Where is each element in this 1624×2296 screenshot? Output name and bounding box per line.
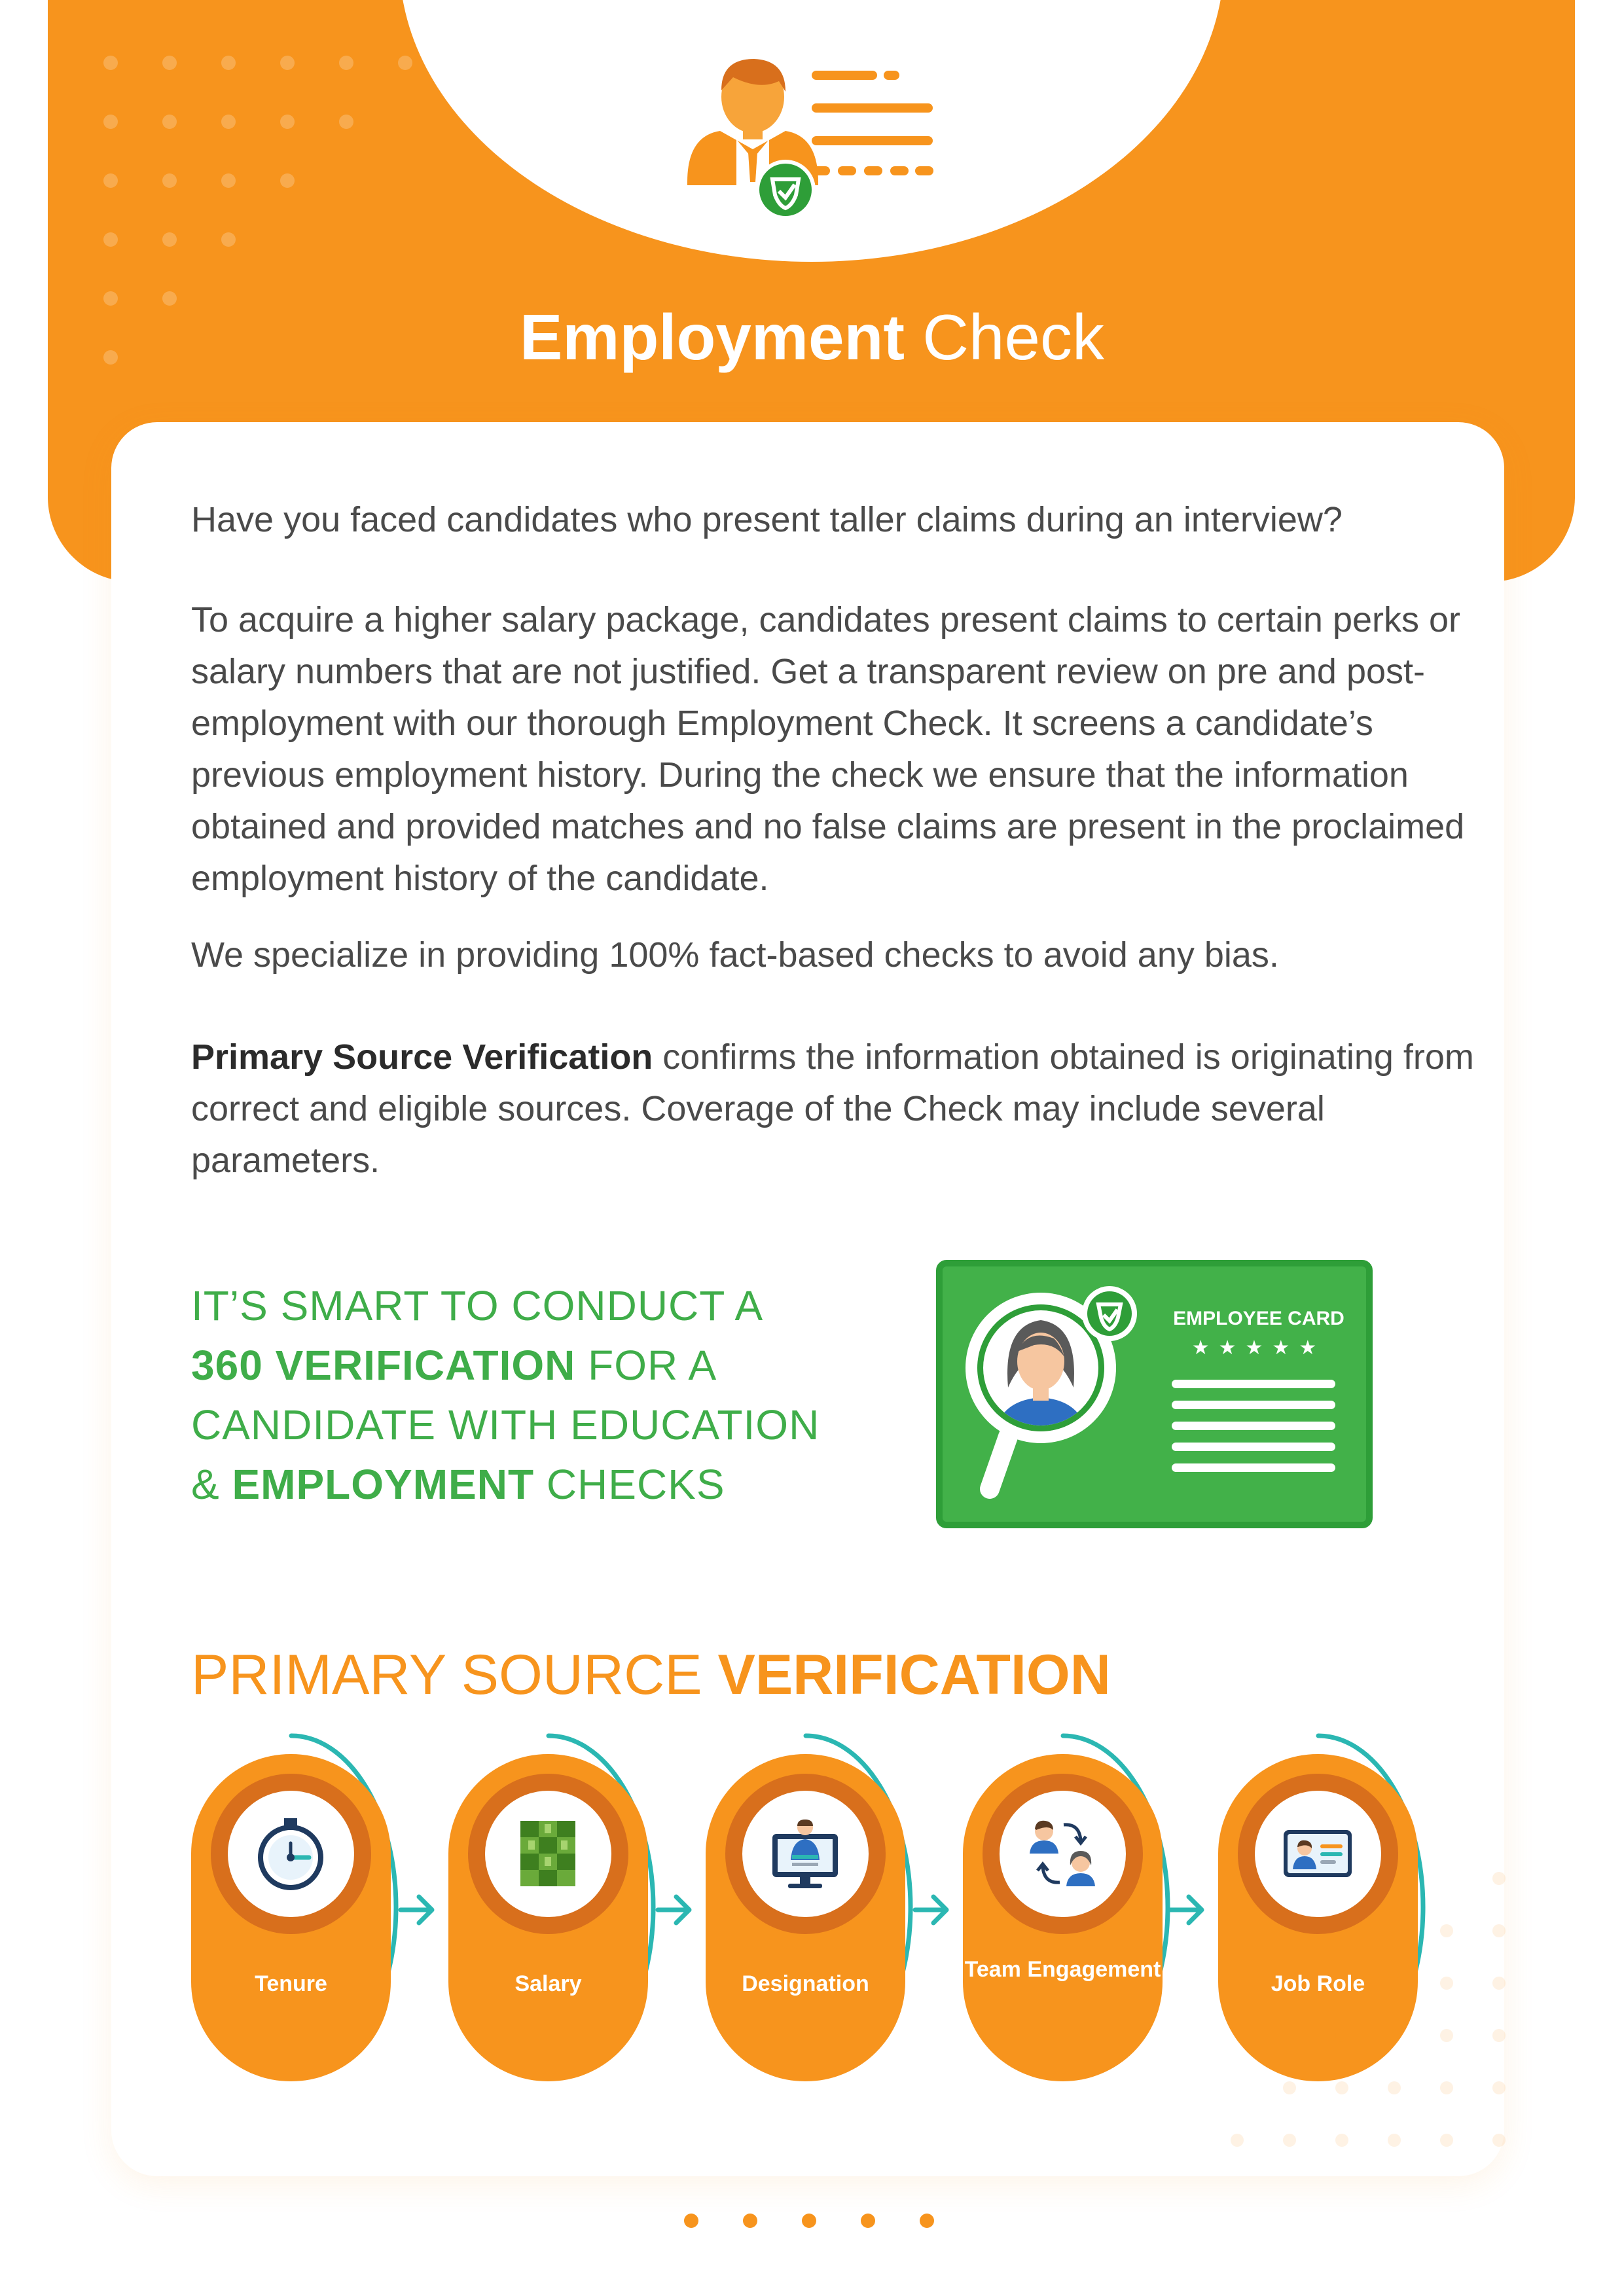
decorative-dot	[162, 173, 177, 188]
page-title: Employment Check	[519, 301, 1105, 373]
decorative-dot	[1492, 1924, 1506, 1937]
footer-dot	[743, 2214, 757, 2228]
decorative-dot	[1388, 1977, 1401, 1990]
decorative-dot	[162, 232, 177, 247]
card-line	[1172, 1380, 1335, 1388]
money-stack-icon	[509, 1814, 587, 1893]
psv-paragraph: Primary Source Verification confirms the information obtained is originating from correct and eligible sources. Coverage of the Check may include several parameters.	[191, 1037, 1474, 1180]
fact-based-statement: We specialize in providing 100% fact-based checks to avoid any bias.	[191, 935, 1279, 975]
decorative-dot	[162, 56, 177, 70]
step-label: Team Engagement	[964, 1957, 1161, 1982]
callout-line-2: 360 VERIFICATION FOR A	[191, 1342, 717, 1389]
decorative-dot	[339, 56, 353, 70]
decorative-dot	[1492, 2029, 1506, 2042]
decorative-dot	[1231, 2134, 1244, 2147]
decorative-dot	[280, 56, 295, 70]
step-label: Designation	[742, 1971, 869, 1996]
footer-dot	[920, 2214, 934, 2228]
employee-card-stars: ★★★★★	[1191, 1337, 1326, 1359]
decorative-dot	[339, 115, 353, 129]
decorative-dot	[162, 115, 177, 129]
footer-dot	[684, 2214, 698, 2228]
decorative-dot	[280, 115, 295, 129]
decorative-dot	[1440, 2134, 1453, 2147]
card-line	[1172, 1422, 1335, 1430]
team-exchange-icon	[1023, 1814, 1102, 1893]
step-label: Job Role	[1271, 1971, 1365, 1996]
decorative-dot	[1492, 1872, 1506, 1885]
presenter-monitor-icon	[766, 1814, 844, 1893]
decorative-dot	[1283, 2134, 1296, 2147]
intro-question: Have you faced candidates who present taller claims during an interview?	[191, 500, 1343, 539]
decorative-dot	[1335, 2029, 1348, 2042]
decorative-dot	[1492, 2134, 1506, 2147]
callout-line-4: & EMPLOYMENT CHECKS	[191, 1461, 725, 1508]
callout-line-1: IT’S SMART TO CONDUCT A	[191, 1282, 764, 1329]
card-line	[1172, 1443, 1335, 1451]
decorative-dots	[1231, 1872, 1545, 2212]
step-label: Salary	[514, 1971, 582, 1996]
intro-paragraph: To acquire a higher salary package, candidates present claims to certain perks or salary numbers that are not justified. Get a transparent review on pre and post-employment with our thorough Employment Check. It screens a candidate’s previous employment history. During the check we ensure that the information obtained and provided matches and no false claims are present in the proclaimed employment history of the candidate.	[191, 600, 1465, 898]
arrow-icon	[658, 1897, 689, 1923]
magnifier-person-icon	[962, 1280, 1159, 1509]
footer-dot	[861, 2214, 875, 2228]
decorative-dot	[1440, 1924, 1453, 1937]
decorative-dot	[1335, 2134, 1348, 2147]
callout-line-3: CANDIDATE WITH EDUCATION	[191, 1401, 820, 1448]
footer-dot	[802, 2214, 816, 2228]
arrow-icon	[915, 1897, 947, 1923]
decorative-dot	[1492, 2081, 1506, 2094]
arrow-icon	[1170, 1897, 1202, 1923]
decorative-dot	[221, 232, 236, 247]
decorative-dot	[1492, 1977, 1506, 1990]
step-label: Tenure	[255, 1971, 327, 1996]
decorative-dot	[103, 56, 118, 70]
arrow-icon	[401, 1897, 432, 1923]
decorative-dot	[1283, 2081, 1296, 2094]
decorative-dot	[1388, 2134, 1401, 2147]
decorative-dot	[103, 115, 118, 129]
decorative-dot	[398, 56, 412, 70]
card-line	[1172, 1463, 1335, 1472]
card-line	[1172, 1401, 1335, 1409]
decorative-dot	[103, 173, 118, 188]
decorative-dot	[221, 56, 236, 70]
decorative-dot	[1388, 2081, 1401, 2094]
decorative-dot	[103, 232, 118, 247]
employee-card-title: EMPLOYEE CARD	[1173, 1308, 1344, 1329]
decorative-dot	[280, 173, 295, 188]
decorative-dot	[1440, 2029, 1453, 2042]
stopwatch-icon	[251, 1814, 330, 1893]
decorative-dot	[1440, 2081, 1453, 2094]
decorative-dot	[221, 173, 236, 188]
decorative-dot	[1335, 2081, 1348, 2094]
psv-heading: PRIMARY SOURCE VERIFICATION	[191, 1643, 1111, 1706]
decorative-dot	[221, 115, 236, 129]
decorative-dot	[1440, 1977, 1453, 1990]
decorative-dot	[1388, 2029, 1401, 2042]
employee-verification-icon	[681, 51, 943, 221]
